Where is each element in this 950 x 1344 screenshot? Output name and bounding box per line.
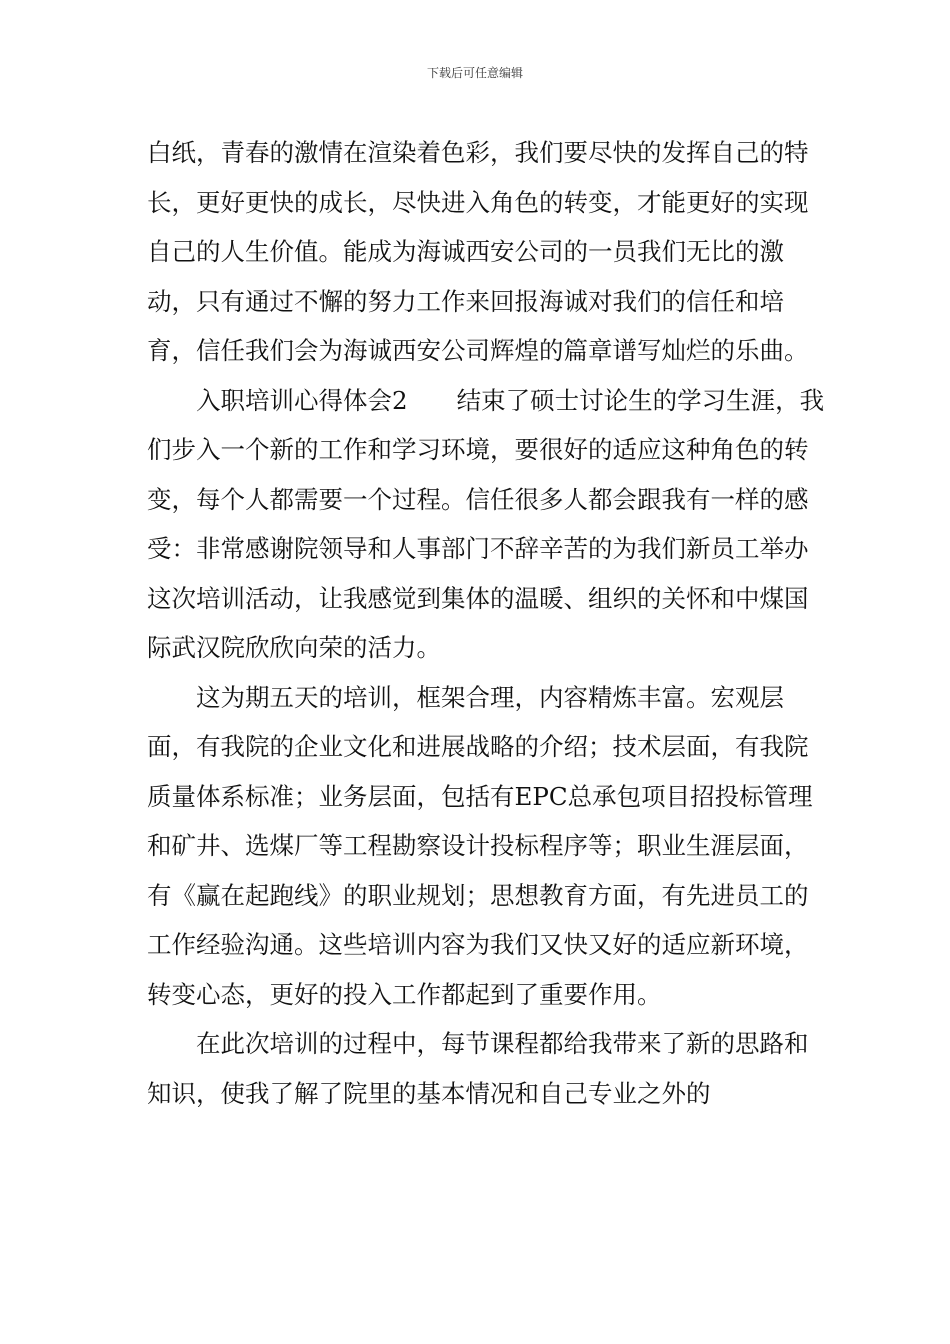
page-header-note: 下载后可任意编辑	[426, 66, 523, 80]
paragraph-1: 白纸，青春的激情在渲染着色彩，我们要尽快的发挥自己的特长，更好更快的成长，尽快进入角色的转变，才能更好的实现自己的人生价值。能成为海诚西安公司的一员我们无比的激动，只有通过不懈的努力工作来回报海诚对我们的信任和培育，信任我们会为海诚西安公司辉煌的篇章谱写灿烂的乐曲。	[147, 138, 809, 365]
paragraph-2: 入职培训心得体会2 结束了硕士讨论生的学习生涯，我们步入一个新的工作和学习环境，要很好的适应这种角色的转变，每个人都需要一个过程。信任很多人都会跟我有一样的感受：非常感谢院领导和人事部门不辞辛苦的为我们新员工举办这次培训活动，让我感觉到集体的温暖、组织的关怀和中煤国际武汉院欣欣向荣的活力。	[147, 385, 825, 662]
paragraph-4: 在此次培训的过程中，每节课程都给我带来了新的思路和知识，使我了解了院里的基本情况和自己专业之外的	[147, 1029, 809, 1108]
document-body	[147, 128, 827, 1118]
paragraph-3: 这为期五天的培训，框架合理，内容精炼丰富。宏观层面，有我院的企业文化和进展战略的介绍；技术层面，有我院质量体系标准；业务层面，包括有EPC总承包项目招投标管理和矿井、选煤厂等工程勘察设计投标程序等；职业生涯层面，有《赢在起跑线》的职业规划；思想教育方面，有先进员工的工作经验沟通。这些培训内容为我们又快又好的适应新环境，转变心态，更好的投入工作都起到了重要作用。	[147, 682, 813, 1009]
